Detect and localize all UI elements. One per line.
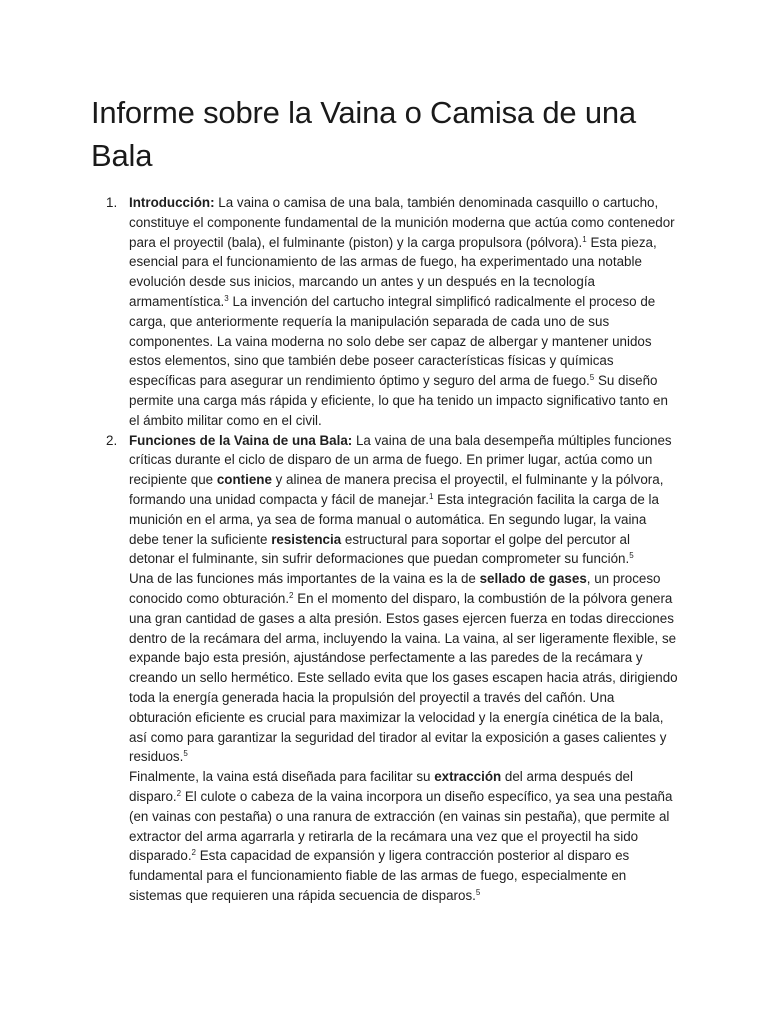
list-item-introduccion [106, 193, 679, 431]
sections-list [106, 193, 679, 906]
document-title: Informe sobre la Vaina o Camisa de una Bala [91, 95, 636, 173]
paragraph: Finalmente, la vaina está diseñada para facilitar su extracción del arma después del disparo.$^2$ El culote o cabeza de la vaina incorpora un diseño específico, ya sea una pestaña (en vainas con pestaña) o una ranura de extracción (en vainas sin pestaña), que permite al extractor del arma agarrarla y retirarla de la recámara una vez que el proyectil ha sido disparado.$^2$ Esta capacidad de expansión y ligera contracción posterior al disparo es fundamental para el funcionamiento fiable de las armas de fuego, especialmente en sistemas que requieren una rápida secuencia de disparos.$^5$ [129, 769, 673, 903]
footnote-ref: 5 [475, 887, 481, 897]
paragraph: Introducción: La vaina o camisa de una bala, también denominada casquillo o cartucho, constituye el componente fundamental de la munición moderna que actúa como contenedor para el proyectil (bala), el fulminante (piston) y la carga propulsora (pólvora).$^1$ Esta pieza, esencial para el funcionamiento de las armas de fuego, ha experimentado una notable evolución desde sus inicios, marcando un antes y un después en la tecnología armamentística.$^3$ La invención del cartucho integral simplificó radicalmente el proceso de carga, que anteriormente requería la manipulación separada de cada uno de sus componentes. La vaina moderna no solo debe ser capaz de albergar y mantener unidos estos elementos, sino que también debe poseer características físicas y químicas específicas para asegurar un rendimiento óptimo y seguro del arma de fuego.$^5$ Su diseño permite una carga más rápida y eficiente, lo que ha tenido un impacto significativo tanto en el ámbito militar como en el civil. [129, 195, 675, 428]
footnote-ref: 5 [183, 749, 188, 759]
paragraph: Una de las funciones más importantes de la vaina es la de sellado de gases, un proceso conocido como obturación.$^2$ En el momento del disparo, la combustión de la pólvora genera una gran cantidad de gases a alta presión. Estos gases ejercen fuerza en todas direcciones dentro de la recámara del arma, incluyendo la vaina. La vaina, al ser ligeramente flexible, se expande bajo esta presión, ajustándose perfectamente a las paredes de la recámara y creando un sello hermético. Este sellado evita que los gases escapen hacia atrás, dirigiendo toda la energía generada hacia la propulsión del proyectil a través del cañón. Una obturación eficiente es crucial para maximizar la velocidad y la energía cinética de la bala, así como para garantizar la seguridad del tirador al evitar la exposición a gases calientes y residuos.$^5$ [129, 571, 678, 765]
bold-term: resistencia [271, 531, 342, 547]
section-heading: Introducción: [129, 195, 215, 210]
footnote-ref: 2 [191, 848, 196, 858]
footnote-ref: 5 [629, 551, 634, 561]
paragraph: Funciones de la Vaina de una Bala: La vaina de una bala desempeña múltiples funciones críticas durante el ciclo de disparo de un arma de fuego. En primer lugar, actúa como un recipiente que contiene y alinea de manera precisa el proyectil, el fulminante y la pólvora, formando una unidad compacta y fácil de manejar.$^1$ Esta integración facilita la carga de la munición en el arma, ya sea de forma manual o automática. En segundo lugar, la vaina debe tener la suficiente resistencia estructural para soportar el golpe del percutor al detonar el fulminante, sin sufrir deformaciones que puedan comprometer su función.$^5$ [129, 432, 672, 567]
footnote-ref: 2 [289, 590, 294, 600]
footnote-ref: 3 [224, 293, 229, 303]
footnote-ref: 2 [176, 788, 182, 798]
footnote-ref: 1 [582, 234, 587, 244]
list-number: 2. [106, 432, 118, 448]
bold-term: extracción [434, 769, 502, 785]
footnote-ref: 5 [589, 373, 595, 383]
section-heading: Funciones de la Vaina de una Bala: [129, 432, 353, 448]
footnote-ref: 1 [428, 491, 434, 501]
bold-term: sellado de gases [479, 571, 587, 587]
list-number: 1. [106, 195, 118, 210]
bold-term: contiene [216, 472, 272, 488]
list-item-funciones [106, 431, 679, 906]
